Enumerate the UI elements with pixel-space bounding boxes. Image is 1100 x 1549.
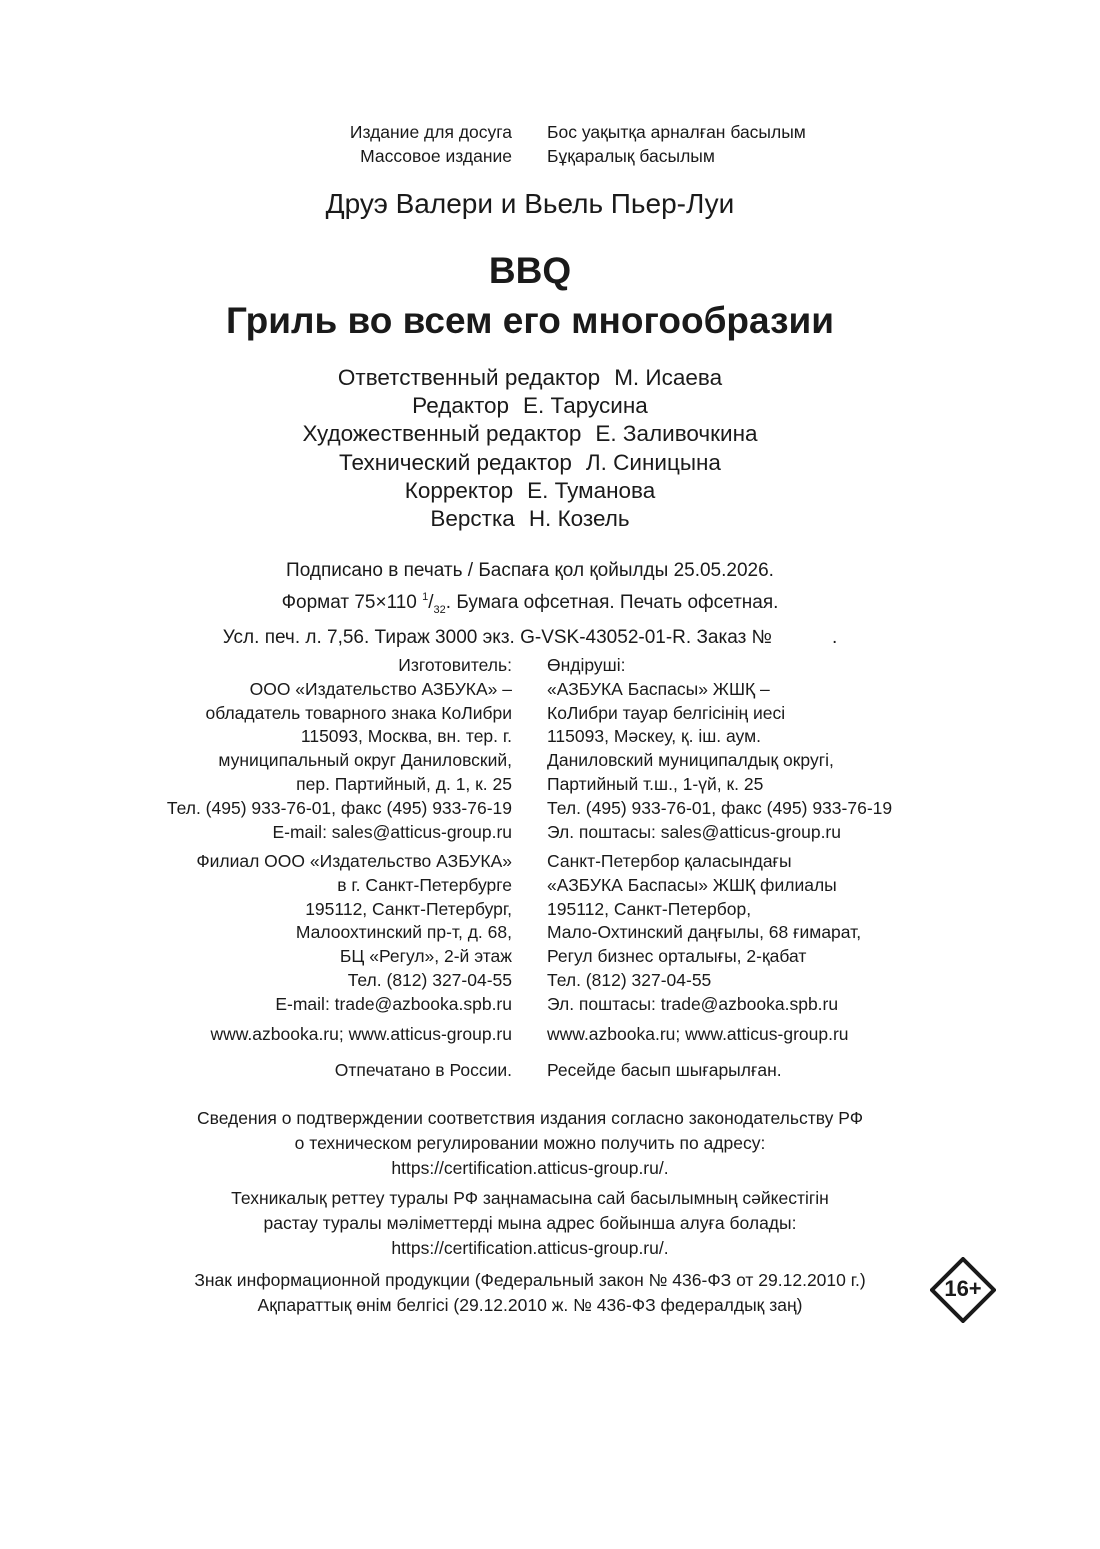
certification-kz-line: Техникалық реттеу туралы РФ заңнамасына сай басылымның сәйкестігін [231,1188,829,1208]
manufacturer-kz-line: Партийный т.ш., 1-үй, к. 25 [547,773,764,794]
staff-role: Редактор [412,393,510,419]
certification-kz-url: https://certification.atticus-group.ru/. [391,1238,669,1258]
book-subtitle: Гриль во всем его многообразии [226,300,834,341]
info-mark-ru: Знак информационной продукции (Федеральный закон № 436-ФЗ от 29.12.2010 г.) [194,1270,866,1290]
manufacturer-kz-line: 115093, Мәскеу, қ. іш. аум. [547,726,762,747]
book-title: BBQ [488,250,572,291]
branch-kz-line: Регул бизнес орталығы, 2-қабат [547,946,807,967]
format-suffix: . Бумага офсетная. Печать офсетная. [445,592,779,613]
branch-kz-line: 195112, Санкт-Петербор, [547,898,752,919]
branch-kz-line: Санкт-Петербор қаласындағы [547,851,792,871]
header-ru-2: Массовое издание [360,146,512,166]
print-format [0,584,1060,624]
print-info [0,557,1060,651]
certification-ru-line: Сведения о подтверждении соответствия издания согласно законодательству РФ [196,1108,864,1128]
authors: Друэ Валери и Вьель Пьер-Луи [325,188,735,219]
print-run-text: Усл. печ. л. 7,56. Тираж 3000 экз. G-VSK-43052-01-R. Заказ № [222,627,772,648]
fraction-denominator: 32 [433,604,446,616]
staff-line [0,364,1060,392]
format-fraction [422,591,446,616]
branch-ru-line: Тел. (812) 327-04-55 [347,969,512,990]
branch-kz [547,850,861,1017]
manufacturer-ru-line: Тел. (495) 933-76-01, факс (495) 933-76-19 [166,797,512,818]
branch-kz-line: «АЗБУКА Баспасы» ЖШҚ филиалы [547,874,837,895]
staff-line [0,505,1060,533]
staff-name: Е. Заливочкина [595,421,758,447]
branch-ru-email: E-mail: trade@azbooka.spb.ru [275,993,512,1014]
manufacturer-ru-line: обладатель товарного знака КоЛибри [205,702,512,723]
format-prefix: Формат 75×110 [281,592,423,613]
header-ru-1: Издание для досуга [349,122,512,142]
staff-name: Е. Туманова [527,477,656,503]
header-kz-2: Бұқаралық басылым [547,146,715,166]
print-signed: Подписано в печать / Баспаға қол қойылды 25.05.2026. [286,560,774,581]
websites-ru: www.azbooka.ru; www.atticus-group.ru [210,1024,512,1044]
manufacturer-kz-line: Тел. (495) 933-76-01, факс (495) 933-76-19 [547,797,893,818]
staff-role: Технический редактор [339,449,572,475]
age-rating: 16+ [944,1276,982,1301]
editorial-staff [0,364,1060,533]
manufacturer-kz-line: «АЗБУКА Баспасы» ЖШҚ – [547,678,770,699]
staff-role: Корректор [404,477,514,503]
print-run-end: . [831,627,838,648]
branch-ru-line: Малоохтинский пр-т, д. 68, [295,922,512,943]
print-run [0,624,1060,651]
staff-name: Л. Синицына [585,449,721,475]
branch-kz-email: Эл. поштасы: trade@azbooka.spb.ru [547,993,839,1014]
staff-role: Верстка [430,506,515,532]
branch-kz-line: Мало-Охтинский даңғылы, 68 ғимарат, [547,922,862,943]
printed-kz: Ресейде басып шығарылған. [547,1060,782,1080]
websites-kz: www.azbooka.ru; www.atticus-group.ru [547,1024,849,1044]
manufacturer-ru-line: муниципальный округ Даниловский, [218,750,512,771]
staff-line [0,477,1060,505]
branch-ru-line: 195112, Санкт-Петербург, [305,898,512,919]
staff-role: Художественный редактор [302,421,582,447]
manufacturer-kz-line: КоЛибри тауар белгісінің иесі [547,702,786,723]
manufacturer-kz [547,654,892,844]
certification-kz [0,1186,1060,1261]
branch-ru [196,850,512,1017]
branch-ru-line: БЦ «Регул», 2-й этаж [339,946,512,967]
branch-ru-line: Филиал ООО «Издательство АЗБУКА» [196,851,512,871]
manufacturer-kz-line: Өндіруші: [547,655,626,675]
manufacturer-ru-line: Изготовитель: [398,655,512,675]
staff-line [0,392,1060,420]
info-mark [0,1268,1060,1318]
info-mark-kz: Ақпараттық өнім белгісі (29.12.2010 ж. № 436-ФЗ федералдық заң) [257,1295,803,1315]
certification-kz-line: растау туралы мәліметтерді мына адрес бойынша алуға болады: [263,1213,797,1233]
manufacturer-kz-email: Эл. поштасы: sales@atticus-group.ru [547,821,841,842]
staff-line [0,420,1060,448]
staff-name: Е. Тарусина [523,393,648,419]
certification-ru [0,1106,1060,1181]
branch-ru-line: в г. Санкт-Петербурге [337,874,512,895]
manufacturer-ru-email: E-mail: sales@atticus-group.ru [272,821,512,842]
branch-kz-line: Тел. (812) 327-04-55 [547,969,712,990]
manufacturer-ru-line: 115093, Москва, вн. тер. г. [300,726,512,747]
fraction-slash: / [428,592,434,613]
certification-ru-line: о техническом регулировании можно получить по адресу: [294,1133,766,1153]
certification-ru-url: https://certification.atticus-group.ru/. [391,1158,669,1178]
manufacturer-ru [167,654,512,844]
staff-name: Н. Козель [528,506,630,532]
staff-name: М. Исаева [614,365,723,390]
manufacturer-ru-line: ООО «Издательство АЗБУКА» – [249,678,512,699]
staff-role: Ответственный редактор [337,365,601,390]
manufacturer-ru-line: пер. Партийный, д. 1, к. 25 [296,773,512,794]
manufacturer-kz-line: Даниловский муниципалдық округі, [547,750,834,771]
header-kz-1: Бос уақытқа арналған басылым [547,122,806,142]
fraction-numerator: 1 [422,591,429,603]
printed-ru: Отпечатано в России. [334,1060,512,1080]
staff-line [0,449,1060,477]
